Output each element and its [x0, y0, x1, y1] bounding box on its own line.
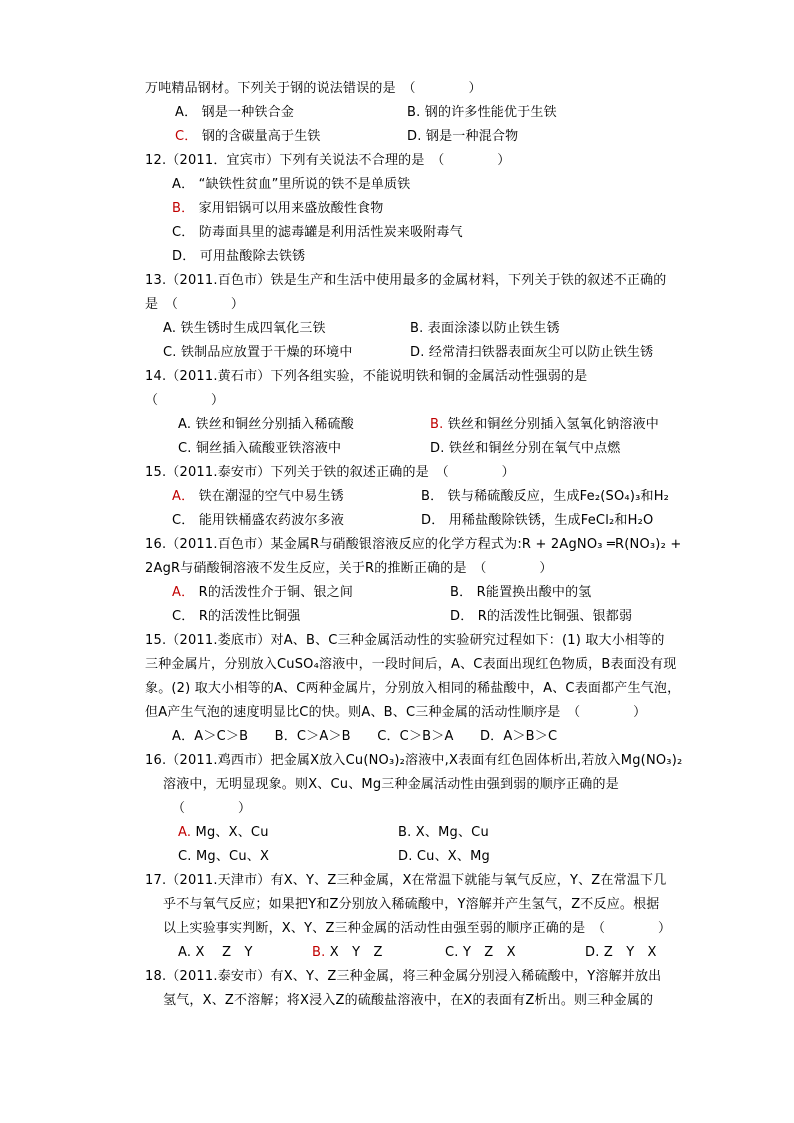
text-line-q16b1: [450, 584, 592, 602]
text-line-q16c1: [172, 608, 300, 626]
option-text: R的活泼性介于铜、银之间: [198, 585, 354, 600]
text-line-q16c2l3: [172, 800, 251, 818]
option-label: B.: [398, 825, 412, 840]
text-line-q11d: [407, 128, 518, 146]
question-text: 15.（2011.娄底市）对A、B、C三种金属活动性的实验研究过程如下：(1) 取大小相等的: [145, 633, 665, 648]
text-line-q14p: [145, 392, 224, 410]
text-line-q12b: [172, 200, 383, 218]
text-line-q15b2opts: [172, 728, 557, 746]
text-line-q12: [145, 152, 510, 170]
option-text: 能用铁桶盛农药波尔多液: [198, 513, 345, 528]
text-line-q15b2l3: [145, 680, 680, 698]
option-label: C.: [163, 345, 177, 360]
question-text: 2AgR与硝酸铜溶液不发生反应，关于R的推断正确的是 （ ）: [145, 561, 553, 576]
text-line-q15b2l4: [145, 704, 646, 722]
text-line-q13c1: [163, 344, 353, 362]
option-label: C.: [178, 849, 192, 864]
option-label: C．: [172, 225, 195, 240]
text-line-q12c: [172, 224, 463, 242]
text-line-q16c2l2: [163, 776, 619, 794]
text-line-q15b2l2: [145, 656, 677, 674]
option-label: D.: [430, 441, 445, 456]
option-label: C．: [172, 609, 195, 624]
option-label: D．: [172, 249, 196, 264]
question-text: 16.（2011.百色市）某金属R与硝酸银溶液反应的化学方程式为:R + 2AgNO₃ ═R(NO₃)₂ +: [145, 537, 682, 552]
option-text: 用稀盐酸除铁锈，生成FeCl₂和H₂O: [448, 513, 654, 528]
question-text: 14.（2011.黄石市）下列各组实验，不能说明铁和铜的金属活动性强弱的是: [145, 369, 588, 384]
option-label: A.: [178, 417, 192, 432]
question-text: 氢气，X、Z不溶解；将X浸入Z的硫酸盐溶液中，在X的表面有Z析出。则三种金属的: [163, 993, 654, 1008]
text-line-q14a: [178, 416, 354, 434]
option-text: 钢是一种铁合金: [201, 105, 295, 120]
option-label: B．: [450, 585, 473, 600]
text-line-q17d: [585, 944, 657, 962]
option-text: 家用铝锅可以用来盛放酸性食物: [198, 201, 384, 216]
option-text: Mg、Cu、X: [195, 849, 270, 864]
option-text: 铁与稀硫酸反应，生成Fe₂(SO₄)₃和H₂: [447, 489, 670, 504]
option-label: D.: [585, 945, 600, 960]
option-label: A.: [178, 945, 192, 960]
option-text: 钢的含碳量高于生铁: [201, 129, 321, 144]
question-text: 12.（2011．宜宾市）下列有关说法不合理的是 （ ）: [145, 153, 511, 168]
question-text: 以上实验事实判断，X、Y、Z三种金属的活动性由强至弱的顺序正确的是 （ ）: [163, 921, 672, 936]
text-line-q11b: [407, 104, 557, 122]
option-label: B.: [407, 105, 421, 120]
option-text: Mg、X、Cu: [195, 825, 269, 840]
option-text: 铁丝和铜丝分别插入氢氧化钠溶液中: [447, 417, 659, 432]
text-line-q16b: [145, 560, 553, 578]
text-line-q13d1: [410, 344, 653, 362]
option-label: B.: [410, 321, 424, 336]
option-text: X Z Y: [195, 945, 253, 960]
text-line-q17l3: [163, 920, 671, 938]
text-line-q15d: [421, 512, 653, 530]
text-line-q16c2d: [398, 848, 490, 866]
option-label: A．: [172, 585, 195, 600]
text-line-q16c2b: [398, 824, 489, 842]
text-line-q16a1: [172, 584, 353, 602]
text-line-q14d: [430, 440, 621, 458]
option-text: 钢的许多性能优于生铁: [424, 105, 557, 120]
text-line-q11c: [175, 128, 321, 146]
option-text: X、Mg、Cu: [415, 825, 489, 840]
option-text: 经常清扫铁器表面灰尘可以防止铁生锈: [428, 345, 654, 360]
option-label: D.: [410, 345, 425, 360]
option-text: 铁生锈时生成四氧化三铁: [180, 321, 326, 336]
question-text: （ ）: [145, 393, 225, 408]
option-text: 铜丝插入硫酸亚铁溶液中: [195, 441, 342, 456]
question-text: 象。(2) 取大小相等的A、C两种金属片，分别放入相同的稀盐酸中，A、C表面都产生气泡，: [145, 681, 681, 696]
text-line-q15c: [172, 512, 344, 530]
option-label: A．: [175, 105, 198, 120]
text-line-q17c: [445, 944, 516, 962]
question-text: （ ）: [172, 801, 252, 816]
text-line-q11a: [175, 104, 294, 122]
option-text: 铁在潮湿的空气中易生锈: [198, 489, 344, 504]
option-label: B．: [172, 201, 195, 216]
question-text: A．A＞C＞B B．C＞A＞B C．C＞B＞A D．A＞B＞C: [172, 729, 558, 744]
text-line-q12a: [172, 176, 411, 194]
option-text: R的活泼性比铜强: [198, 609, 301, 624]
text-line-q14b: [430, 416, 659, 434]
option-text: Cu、X、Mg: [416, 849, 490, 864]
question-text: 17.（2011.天津市）有X、Y、Z三种金属，X在常温下就能与氧气反应，Y、Z在常温下几: [145, 873, 667, 888]
question-text: 万吨精品钢材。下列关于钢的说法错误的是 （ ）: [145, 81, 482, 96]
text-line-q13b1: [410, 320, 560, 338]
option-text: “缺铁性贫血”里所说的铁不是单质铁: [198, 177, 411, 192]
question-text: 16.（2011.鸡西市）把金属X放入Cu(NO₃)₂溶液中,X表面有红色固体析出,若放入Mg(NO₃)₂: [145, 753, 683, 768]
option-label: A．: [172, 177, 195, 192]
text-line-q16c2a: [178, 824, 269, 842]
text-line-q15b: [421, 488, 669, 506]
text-line-q18l2: [163, 992, 653, 1010]
question-text: 18.（2011.泰安市）有X、Y、Z三种金属，将三种金属分别浸入稀硫酸中，Y溶解并放出: [145, 969, 662, 984]
question-text: 13.（2011.百色市）铁是生产和生活中使用最多的金属材料，下列关于铁的叙述不正确的: [145, 273, 667, 288]
option-text: 铁丝和铜丝分别插入稀硫酸: [195, 417, 354, 432]
text-line-q15a: [172, 488, 344, 506]
option-text: R的活泼性比铜强、银都弱: [477, 609, 633, 624]
option-text: 可用盐酸除去铁锈: [199, 249, 306, 264]
option-label: D．: [450, 609, 474, 624]
text-line-q17a: [178, 944, 253, 962]
option-text: 钢是一种混合物: [425, 129, 519, 144]
option-label: B．: [421, 489, 444, 504]
option-text: R能置换出酸中的氢: [476, 585, 592, 600]
option-label: A．: [172, 489, 195, 504]
question-text: 三种金属片，分别放入CuSO₄溶液中，一段时间后，A、C表面出现红色物质，B表面没有现: [145, 657, 677, 672]
option-text: 防毒面具里的滤毒罐是利用活性炭来吸附毒气: [198, 225, 463, 240]
question-text: 溶液中，无明显现象。则X、Cu、Mg三种金属活动性由强到弱的顺序正确的是: [163, 777, 619, 792]
option-text: 表面涂漆以防止铁生锈: [427, 321, 560, 336]
text-line-q16: [145, 536, 681, 554]
text-line-q12d: [172, 248, 305, 266]
text-line-q17: [145, 872, 666, 890]
question-text: 但A产生气泡的速度明显比C的快。则A、B、C三种金属的活动性顺序是 （ ）: [145, 705, 647, 720]
option-label: A.: [163, 321, 177, 336]
option-label: C．: [175, 129, 198, 144]
question-text: 15.（2011.泰安市）下列关于铁的叙述正确的是 （ ）: [145, 465, 515, 480]
option-text: Z Y X: [603, 945, 657, 960]
text-line-q13a1: [163, 320, 326, 338]
text-line-q16d1: [450, 608, 632, 626]
option-label: A.: [178, 825, 192, 840]
text-line-q15: [145, 464, 515, 482]
text-line-q14c: [178, 440, 341, 458]
text-line-q17b: [312, 944, 383, 962]
option-label: D．: [421, 513, 445, 528]
text-line-q15b2: [145, 632, 665, 650]
text-line-q16c2c: [178, 848, 269, 866]
option-text: Y Z X: [462, 945, 516, 960]
option-label: C．: [172, 513, 195, 528]
text-line-q13b: [145, 296, 244, 314]
option-label: C.: [178, 441, 192, 456]
text-line-q17l2: [163, 896, 660, 914]
option-label: B.: [312, 945, 326, 960]
option-label: D.: [398, 849, 413, 864]
option-label: C.: [445, 945, 459, 960]
text-line-q13: [145, 272, 667, 290]
option-text: 铁制品应放置于干燥的环境中: [180, 345, 353, 360]
text-line-l1: [145, 80, 482, 98]
text-line-q14: [145, 368, 587, 386]
text-line-q16c2: [145, 752, 682, 770]
option-label: D.: [407, 129, 422, 144]
option-text: X Y Z: [329, 945, 383, 960]
question-text: 是 （ ）: [145, 297, 245, 312]
option-text: 铁丝和铜丝分别在氧气中点燃: [448, 441, 621, 456]
question-text: 乎不与氧气反应；如果把Y和Z分别放入稀硫酸中，Y溶解并产生氢气，Z不反应。根据: [163, 897, 660, 912]
text-line-q18: [145, 968, 661, 986]
option-label: B.: [430, 417, 444, 432]
